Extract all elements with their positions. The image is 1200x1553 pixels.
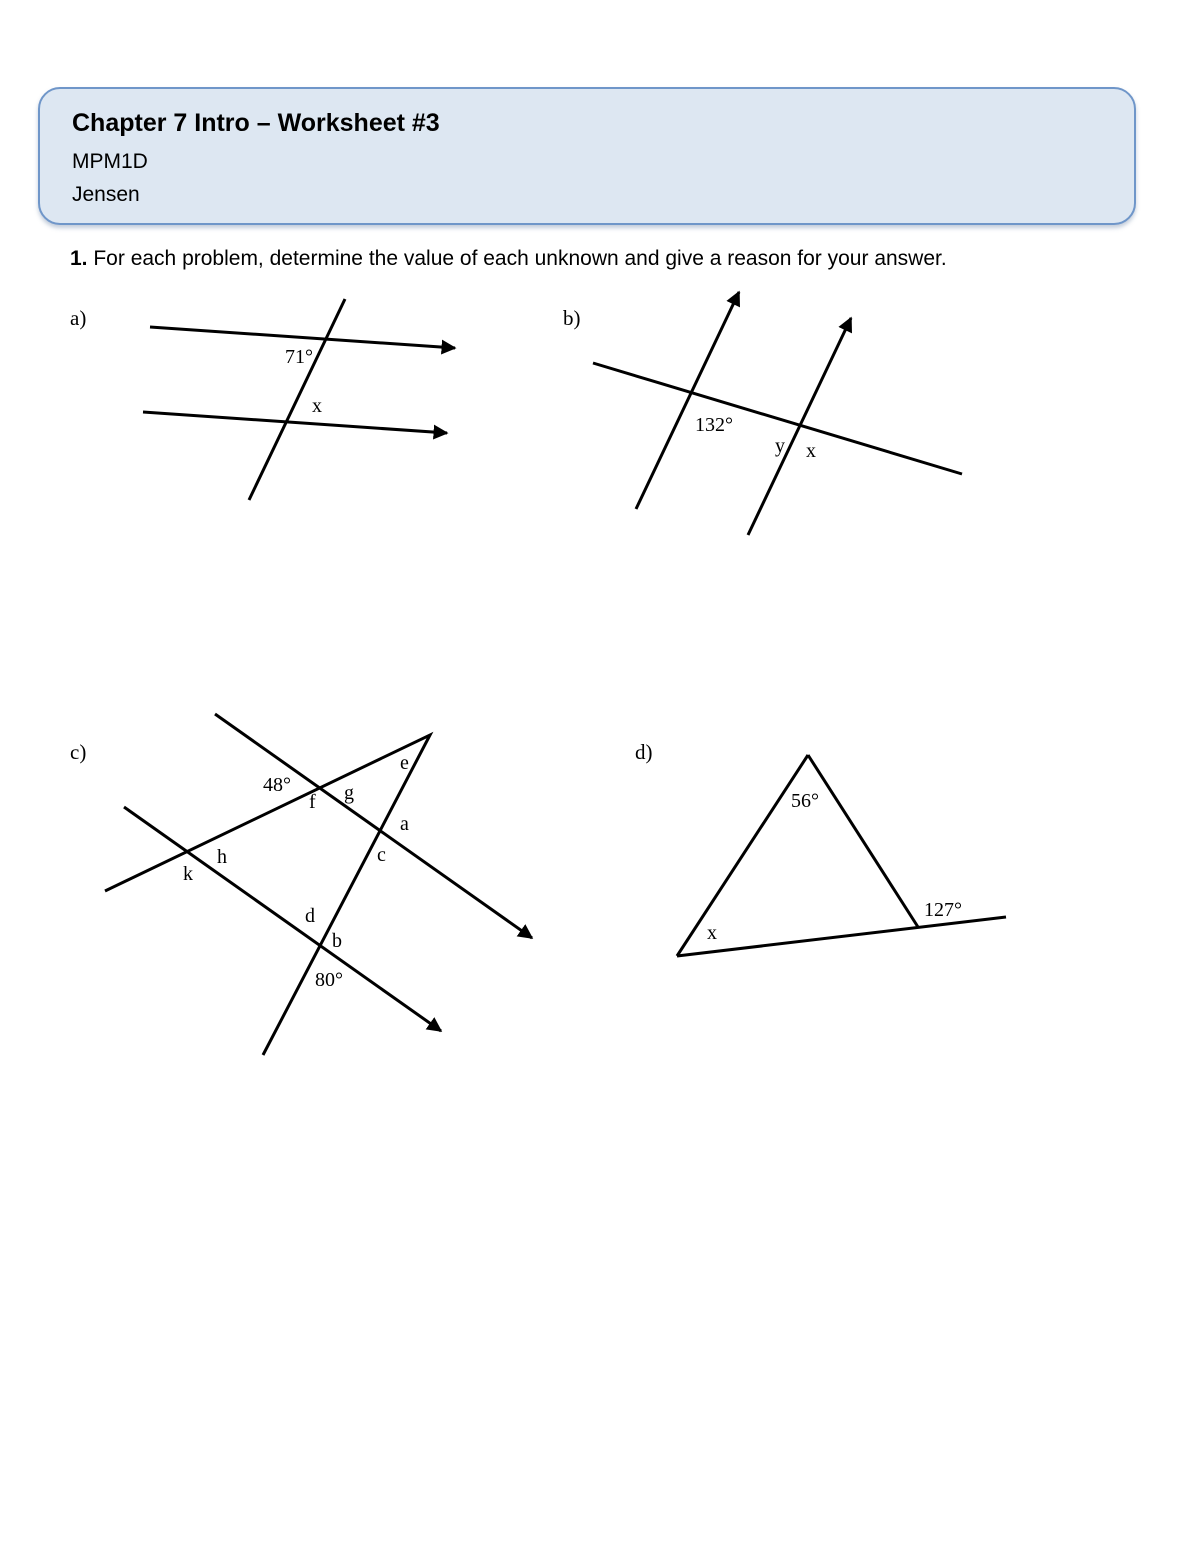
unknown-x-a: x [312,395,322,417]
unknown-x-b: x [806,440,816,462]
diagram-b [563,292,962,535]
parallel-line-a1 [150,327,455,348]
angle-71-label: 71° [285,346,313,368]
worksheet-title: Chapter 7 Intro – Worksheet #3 [72,109,440,137]
part-a-label: a) [70,306,87,330]
unknown-d: d [305,905,315,927]
angle-56-label: 56° [791,790,819,812]
question-number: 1. [70,247,88,270]
transversal-a [249,299,345,500]
part-b-label: b) [563,306,581,330]
unknown-k: k [183,863,193,885]
parallel-line-a2 [143,412,447,433]
unknown-b: b [332,930,342,952]
question-text: For each problem, determine the value of each unknown and give a reason for your answer. [93,247,947,270]
diagram-d [635,740,1006,956]
part-c-label: c) [70,740,87,764]
angle-127-label: 127° [924,899,962,921]
angle-80-label: 80° [315,969,343,991]
unknown-c: c [377,844,386,866]
diagram-a [70,299,455,500]
parallel-line-b1 [636,292,739,509]
diagram-c [70,714,532,1055]
course-code: MPM1D [72,150,148,173]
unknown-a: a [400,813,409,835]
angle-132-label: 132° [695,414,733,436]
unknown-h: h [217,846,227,868]
unknown-f: f [309,791,316,813]
unknown-e: e [400,752,409,774]
angle-48-label: 48° [263,774,291,796]
unknown-g: g [344,782,354,804]
transversal-b [593,363,962,474]
triangle-right-side [808,755,918,927]
triangle-left-side [677,755,808,956]
triangle-base-extended [677,917,1006,956]
unknown-y-b: y [775,435,785,457]
part-d-label: d) [635,740,653,764]
teacher-name: Jensen [72,183,140,206]
unknown-x-d: x [707,922,717,944]
